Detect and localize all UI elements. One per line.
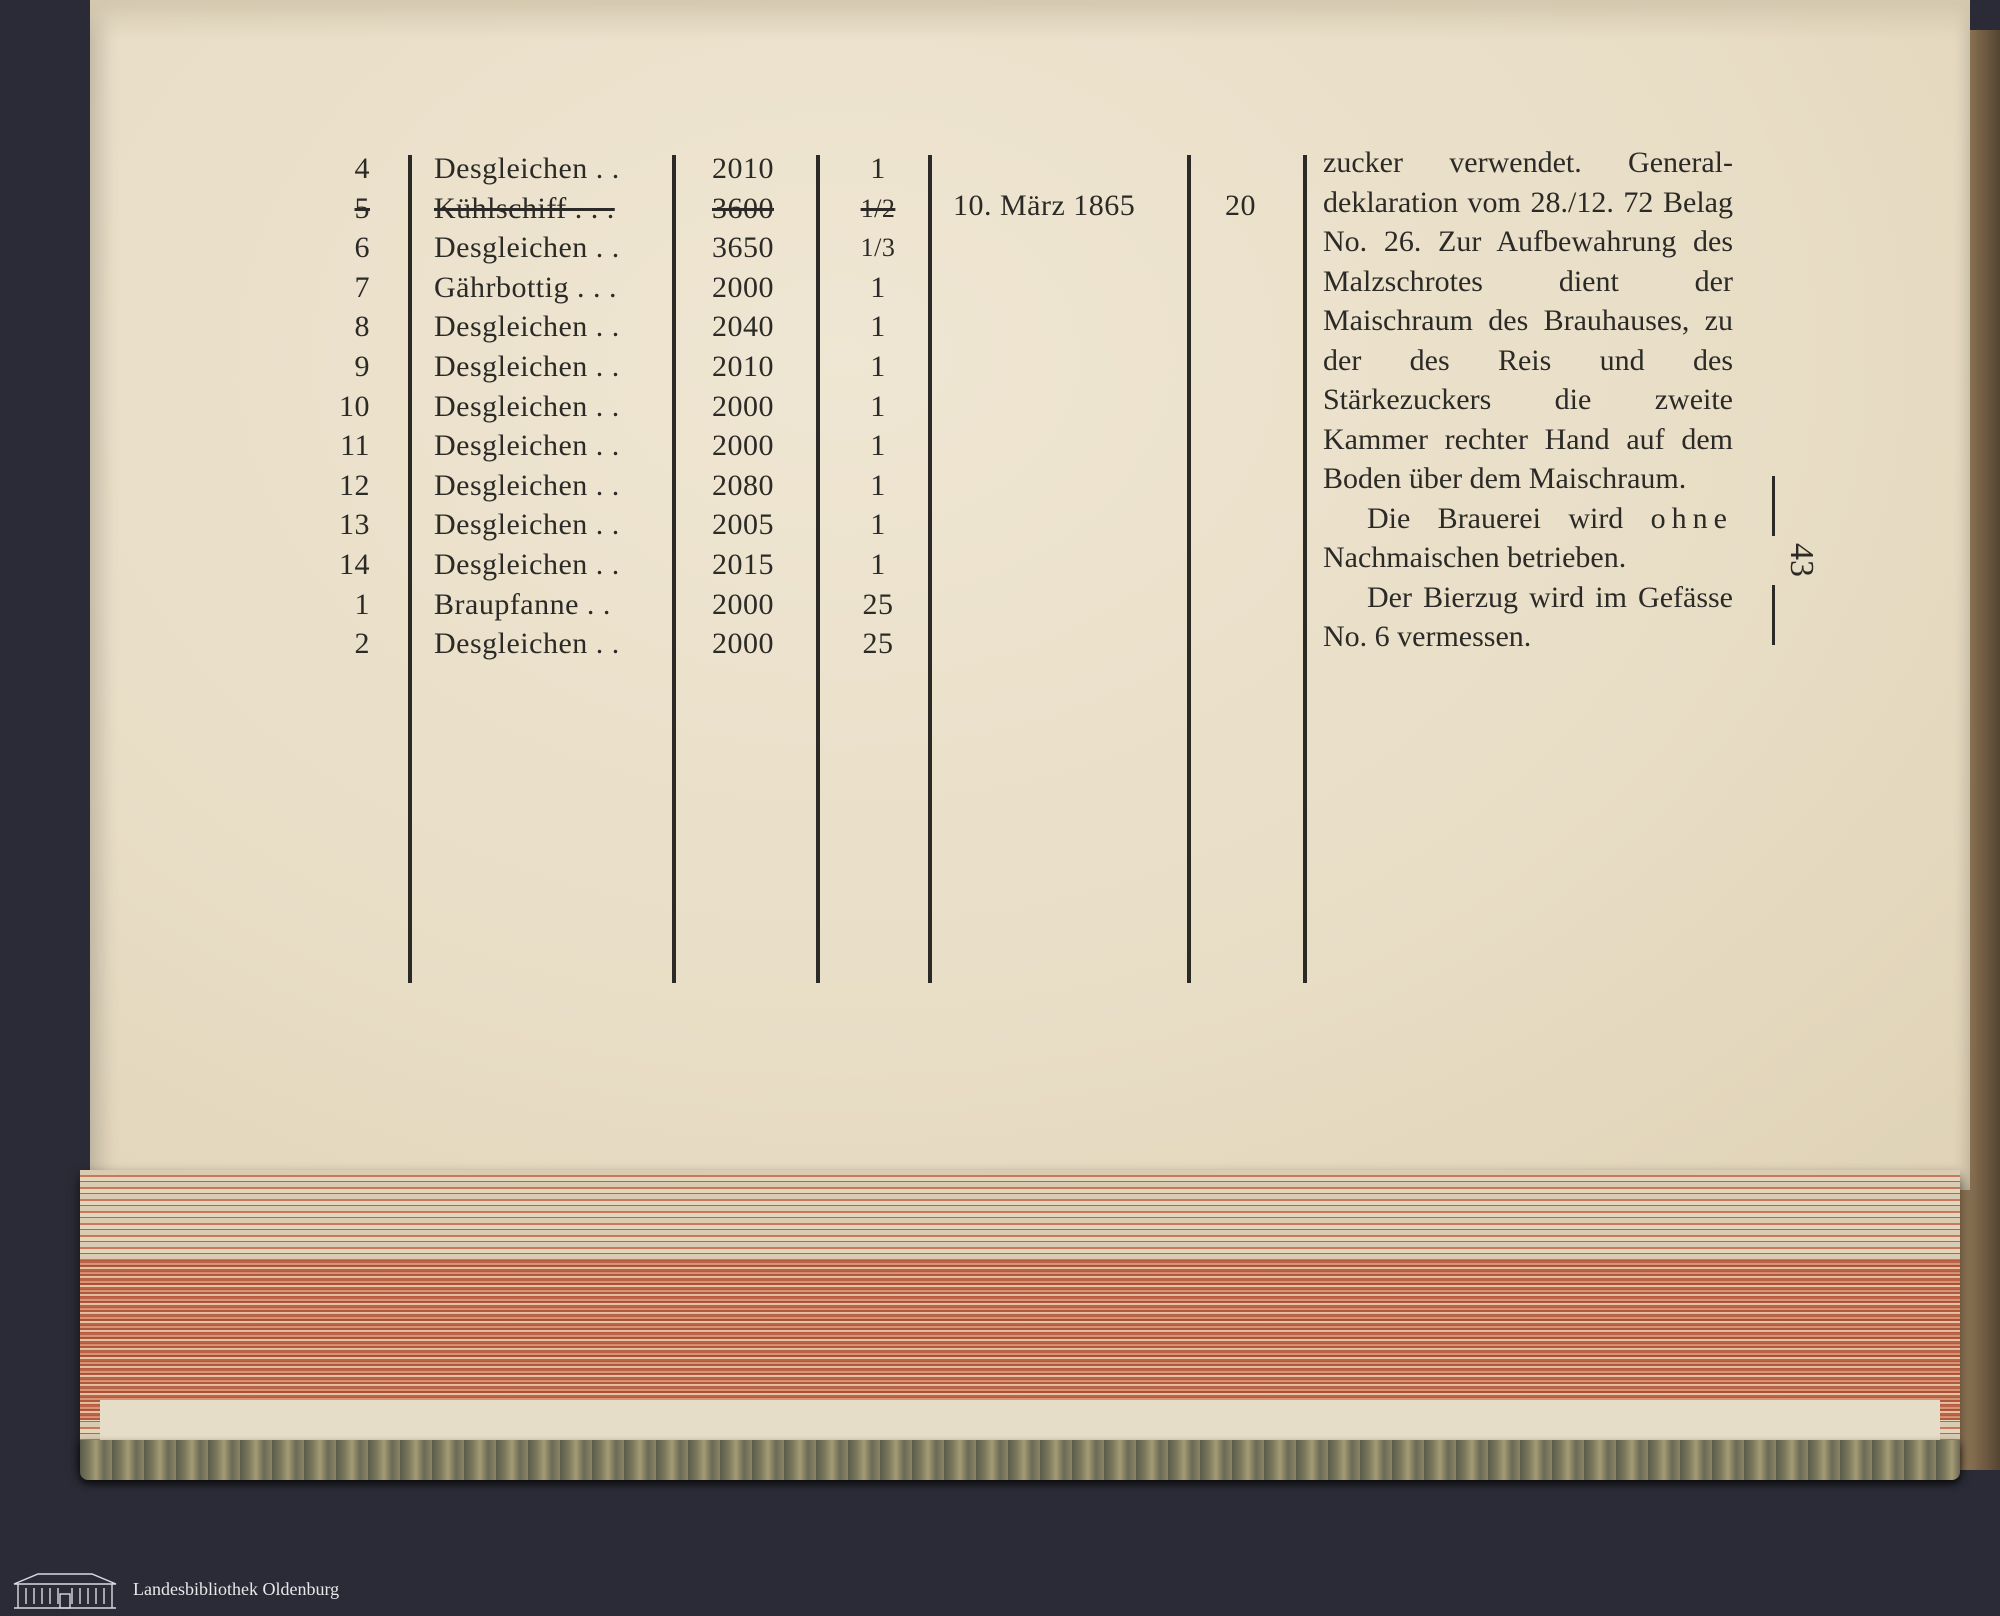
page-number-rule	[1772, 476, 1775, 536]
row-part: 1	[870, 429, 886, 463]
page-number-rule	[1772, 585, 1775, 645]
row-number: 6	[354, 231, 370, 265]
row-description: Kühlschiff . . .	[434, 191, 615, 225]
row-number: 11	[340, 429, 370, 463]
remarks-column	[1323, 143, 1733, 657]
page-block-light-edge	[100, 1400, 1940, 1440]
row-part: 1	[870, 350, 886, 383]
row-value: 2010	[712, 152, 774, 185]
date-entry: 10. März 1865	[953, 189, 1136, 222]
row-description: Desgleichen . .	[434, 389, 620, 423]
row-part: 25	[862, 587, 894, 621]
row-number: 2	[354, 627, 370, 661]
row-value: 3650	[712, 231, 774, 265]
row-part: 1/2	[860, 193, 896, 223]
count-entry: 20	[1225, 189, 1256, 222]
library-building-icon	[12, 1570, 118, 1610]
row-number: 9	[354, 350, 370, 383]
row-number: 5	[354, 191, 370, 225]
row-description: Desgleichen . .	[434, 468, 620, 502]
row-value: 2000	[712, 270, 774, 304]
row-value: 2000	[712, 389, 774, 423]
row-description: Desgleichen . .	[434, 152, 620, 185]
remarks-paragraph	[1323, 499, 1733, 578]
remarks-text-spaced: ohne	[1650, 501, 1733, 535]
remarks-text: Die Brauerei wird	[1367, 501, 1651, 535]
row-description: Desgleichen . .	[434, 231, 620, 265]
column-rule	[408, 155, 412, 983]
row-value: 2080	[712, 468, 774, 502]
row-part: 1	[870, 508, 886, 542]
row-description: Desgleichen . .	[434, 429, 620, 463]
page-number: 43	[1783, 543, 1820, 577]
row-number: 8	[354, 310, 370, 344]
row-description: Braupfanne . .	[434, 587, 611, 621]
row-number: 10	[339, 389, 370, 423]
column-rule	[1303, 155, 1307, 983]
row-value: 2005	[712, 508, 774, 542]
row-number: 13	[339, 508, 370, 542]
row-value: 2040	[712, 310, 774, 344]
row-part: 25	[862, 627, 894, 661]
remarks-text: Nachmaischen betrieben.	[1323, 541, 1627, 574]
remarks-paragraph: Der Bierzug wird im Gefässe No. 6 vermessen.	[1323, 580, 1733, 653]
row-number: 7	[354, 270, 370, 304]
row-part: 1/3	[860, 233, 896, 263]
row-number: 1	[354, 587, 370, 621]
column-rule	[816, 155, 820, 983]
row-part: 1	[870, 389, 886, 423]
row-number: 4	[354, 152, 370, 185]
row-part: 1	[870, 310, 886, 344]
column-rule	[672, 155, 676, 983]
row-value: 2000	[712, 627, 774, 661]
row-description: Desgleichen . .	[434, 310, 620, 344]
marbled-cover	[80, 1440, 1960, 1480]
row-number: 14	[339, 548, 370, 581]
row-value: 2010	[712, 350, 774, 383]
row-description: Desgleichen . .	[434, 508, 620, 542]
row-description: Gährbottig . . .	[434, 270, 617, 304]
row-value: 2000	[712, 587, 774, 621]
row-part: 1	[870, 152, 886, 185]
row-part: 1	[870, 468, 886, 502]
library-name: Landesbibliothek Oldenburg	[133, 1579, 340, 1599]
remarks-paragraph: zucker verwendet. General-deklaration vom 28./12. 72 Belag No. 26. Zur Aufbewahrung des Malzschrotes dient der Maischraum des Brauhauses, zu der des Reis und des Stärkezuckers die zweite Kammer rechter Hand auf dem Boden über dem Maischraum.	[1323, 146, 1733, 495]
row-part: 1	[870, 548, 886, 581]
row-value: 3600	[712, 191, 774, 225]
column-rule	[928, 155, 932, 983]
column-rule	[1187, 155, 1191, 983]
row-value: 2000	[712, 429, 774, 463]
row-value: 2015	[712, 548, 774, 581]
page-top-fold	[90, 0, 1970, 40]
row-description: Desgleichen . .	[434, 627, 620, 661]
row-number: 12	[339, 468, 370, 502]
row-description: Desgleichen . .	[434, 350, 620, 383]
page-block-red-edge	[80, 1260, 1960, 1420]
row-part: 1	[870, 270, 886, 304]
row-description: Desgleichen . .	[434, 548, 620, 581]
